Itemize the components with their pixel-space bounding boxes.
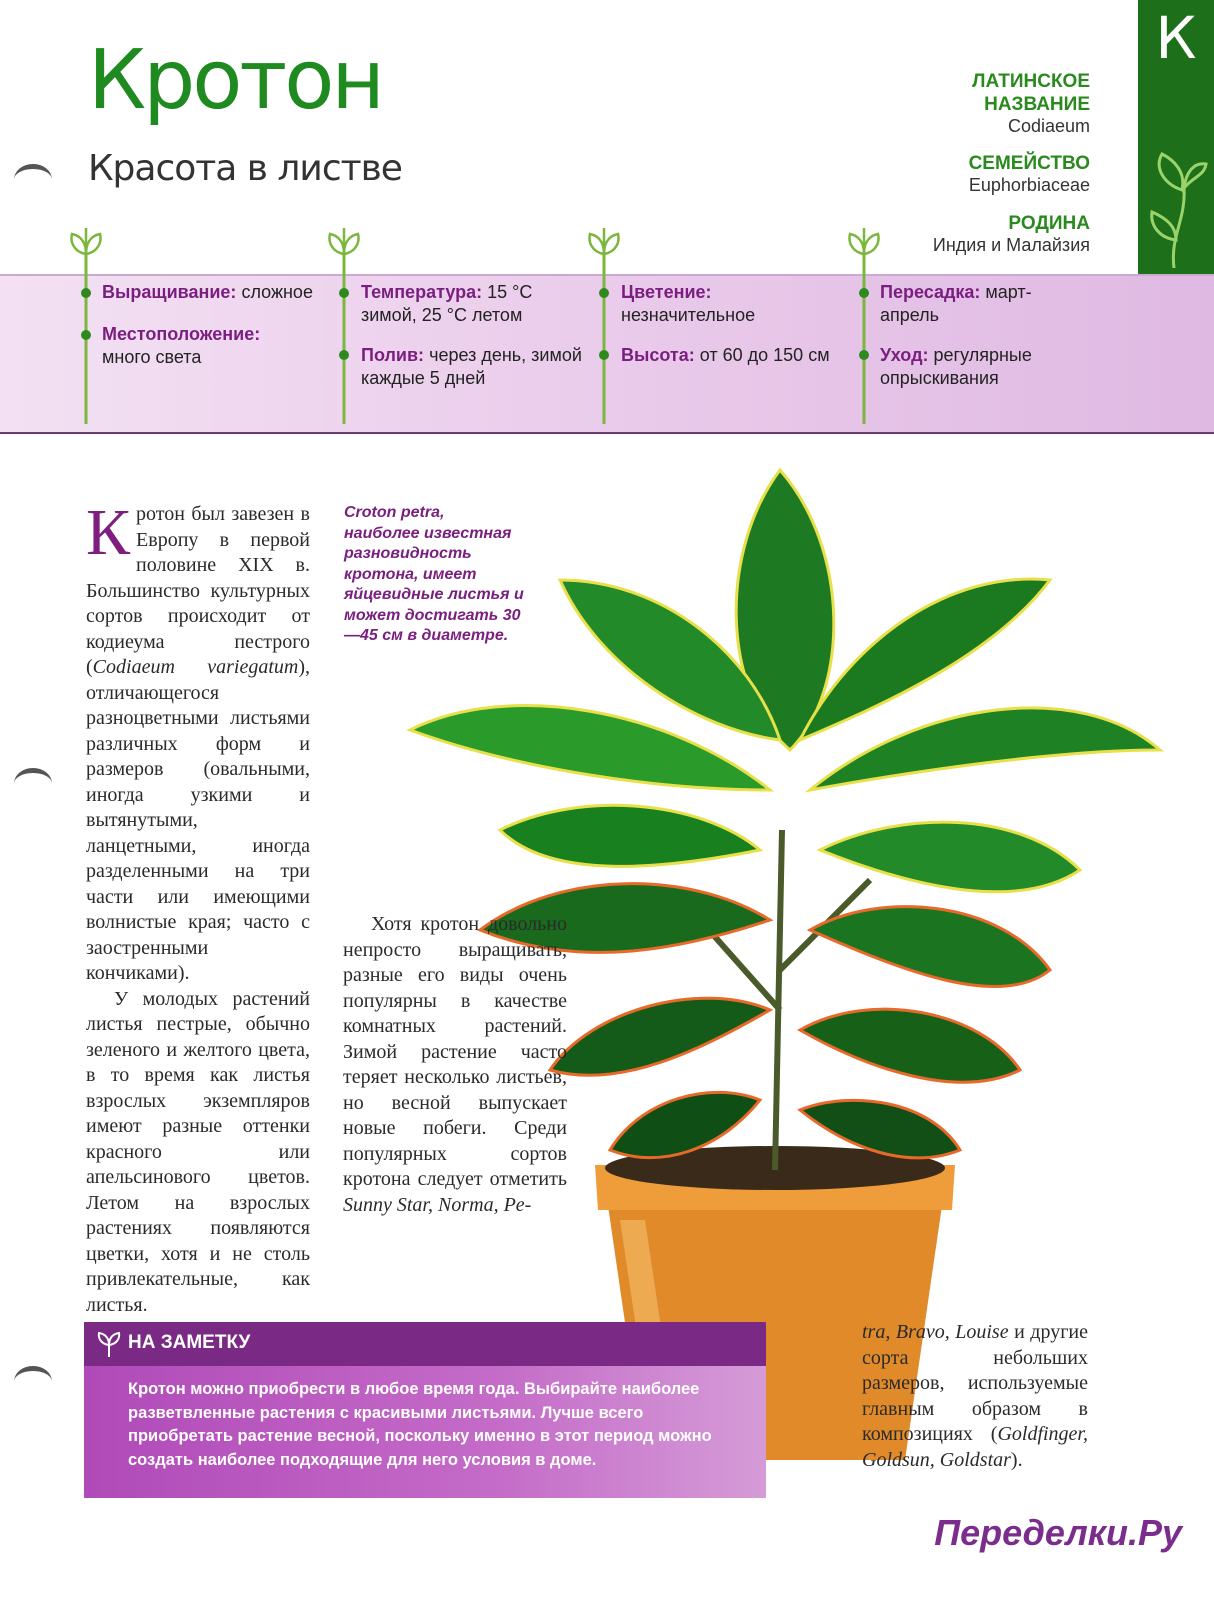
site-watermark: Переделки.Ру xyxy=(934,1512,1182,1553)
latin-species: Codiaeum variegatum xyxy=(92,656,299,678)
fact-value: опрыскивания xyxy=(880,367,999,388)
bullet-dot xyxy=(859,350,869,360)
fact-value: 15 °C xyxy=(487,282,533,302)
section-tab xyxy=(1138,0,1214,274)
fact-label: Полив: xyxy=(361,345,425,365)
family-label: СЕМЕЙСТВО xyxy=(968,153,1090,174)
article-paragraph: У молодых растений листья пестрые, обычно зеленого и желтого цвета, в то время как листья взрослых экземпляров имеют разные оттенки красного или апельсинового цветов. Летом на взрослых растениях появляются цветки, хотя и не столь привлекательные, как листья. xyxy=(86,987,310,1316)
fact-height xyxy=(621,344,857,367)
article-paragraph: и другие сорта небольших размеров, используемые главным образом в композициях ( xyxy=(862,1321,1088,1445)
bullet-dot xyxy=(859,288,869,298)
homeland-value: Индия и Малайзия xyxy=(932,235,1090,256)
fact-value: апрель xyxy=(880,304,940,325)
cultivar-names: Sunny Star, Norma, Pe- xyxy=(343,1193,532,1216)
fact-care xyxy=(880,344,1116,389)
article-paragraph: ротон был завезен в Европу в первой половине XIX в. Большинство культурных сортов происходит от кодиеума пестрого ( xyxy=(86,503,310,678)
fact-value: регулярные xyxy=(933,345,1032,365)
family-block xyxy=(969,152,1090,197)
caption-text: , наиболее известная разновидность кротона, имеет яйцевидные листья и может достигать 30—45 см в диаметре. xyxy=(344,504,524,644)
fact-value: незначительное xyxy=(621,304,756,325)
fact-label: Местоположение: xyxy=(102,324,261,344)
latin-name-label-1: ЛАТИНСКОЕ xyxy=(972,71,1090,92)
latin-name-block xyxy=(972,70,1090,138)
photo-caption xyxy=(344,503,524,647)
note-box xyxy=(84,1322,766,1498)
article-paragraph-end: ), отличающегося разноцветными листьями различных форм и размеров (овальными, иногда узкими и вытянутыми, ланцетными, иногда разделенными на три части или имеющими волнистые края; часто с заостренными кончиками). xyxy=(86,656,310,984)
fact-value: каждые 5 дней xyxy=(361,367,486,388)
fact-value: март- xyxy=(985,282,1032,302)
fact-value: зимой, 25 °C летом xyxy=(361,304,523,325)
homeland-label: РОДИНА xyxy=(1008,213,1090,234)
latin-name-label-2: НАЗВАНИЕ xyxy=(984,94,1090,116)
sprout-icon xyxy=(96,1331,122,1357)
note-text: Кротон можно приобрести в любое время года. Выбирайте наиболее разветвленные растения с красивыми листьями. Лучше всего приобретать растение весной, поскольку именно в этот период можно создать наиболее подходящие для него условия в доме. xyxy=(128,1380,712,1469)
drop-cap: К xyxy=(86,496,131,569)
fact-value: сложное xyxy=(241,282,313,302)
latin-name-value: Codiaeum xyxy=(1007,116,1090,137)
cultivar-names: Goldfinger, Goldsun, Goldstar xyxy=(862,1423,1088,1471)
fact-growing xyxy=(102,281,338,304)
fact-value: от 60 до 150 см xyxy=(699,345,830,365)
fact-label: Цветение: xyxy=(621,282,712,302)
article-column-3 xyxy=(862,1320,1088,1473)
article-column-2 xyxy=(343,912,567,1218)
fact-value: через день, зимой xyxy=(429,345,582,365)
fact-label: Температура: xyxy=(361,282,483,302)
fact-value: много света xyxy=(102,346,202,367)
fact-flowering xyxy=(621,281,857,326)
article-paragraph: Хотя кротон довольно непросто выращивать, разные его виды очень популярны в качестве комнатных растений. Зимой растение часто теряет несколько листьев, но весной выпускает новые побеги. Среди популярных сортов кротона следует отметить xyxy=(343,913,567,1190)
binder-hole xyxy=(14,768,52,799)
family-value: Euphorbiaceae xyxy=(968,175,1090,196)
article-column-1 xyxy=(86,496,310,1318)
bullet-dot xyxy=(81,330,91,340)
fact-watering xyxy=(361,344,605,389)
note-header xyxy=(84,1322,766,1366)
sprout-icon xyxy=(66,224,106,424)
bullet-dot xyxy=(599,288,609,298)
bullet-dot xyxy=(81,288,91,298)
section-letter: К xyxy=(1155,4,1197,72)
fact-label: Пересадка: xyxy=(880,282,981,302)
caption-species-name: Croton petra xyxy=(344,504,440,521)
bullet-dot xyxy=(339,350,349,360)
note-title: НА ЗАМЕТКУ xyxy=(128,1332,251,1353)
bullet-dot xyxy=(339,288,349,298)
cultivar-names: tra, Bravo, Louise xyxy=(862,1321,1009,1343)
sprout-icon xyxy=(1146,140,1208,268)
fact-label: Уход: xyxy=(880,345,929,365)
binder-hole xyxy=(14,164,52,195)
page-subtitle: Красота в листве xyxy=(88,148,402,189)
fact-label: Выращивание: xyxy=(102,282,237,302)
binder-hole xyxy=(14,1366,52,1397)
fact-transplant xyxy=(880,281,1116,326)
fact-temperature xyxy=(361,281,597,326)
article-paragraph-end: ). xyxy=(1010,1448,1023,1471)
fact-label: Высота: xyxy=(621,345,695,365)
homeland-block xyxy=(933,212,1090,257)
page-title: Кротон xyxy=(88,33,382,128)
fact-location xyxy=(102,323,338,368)
